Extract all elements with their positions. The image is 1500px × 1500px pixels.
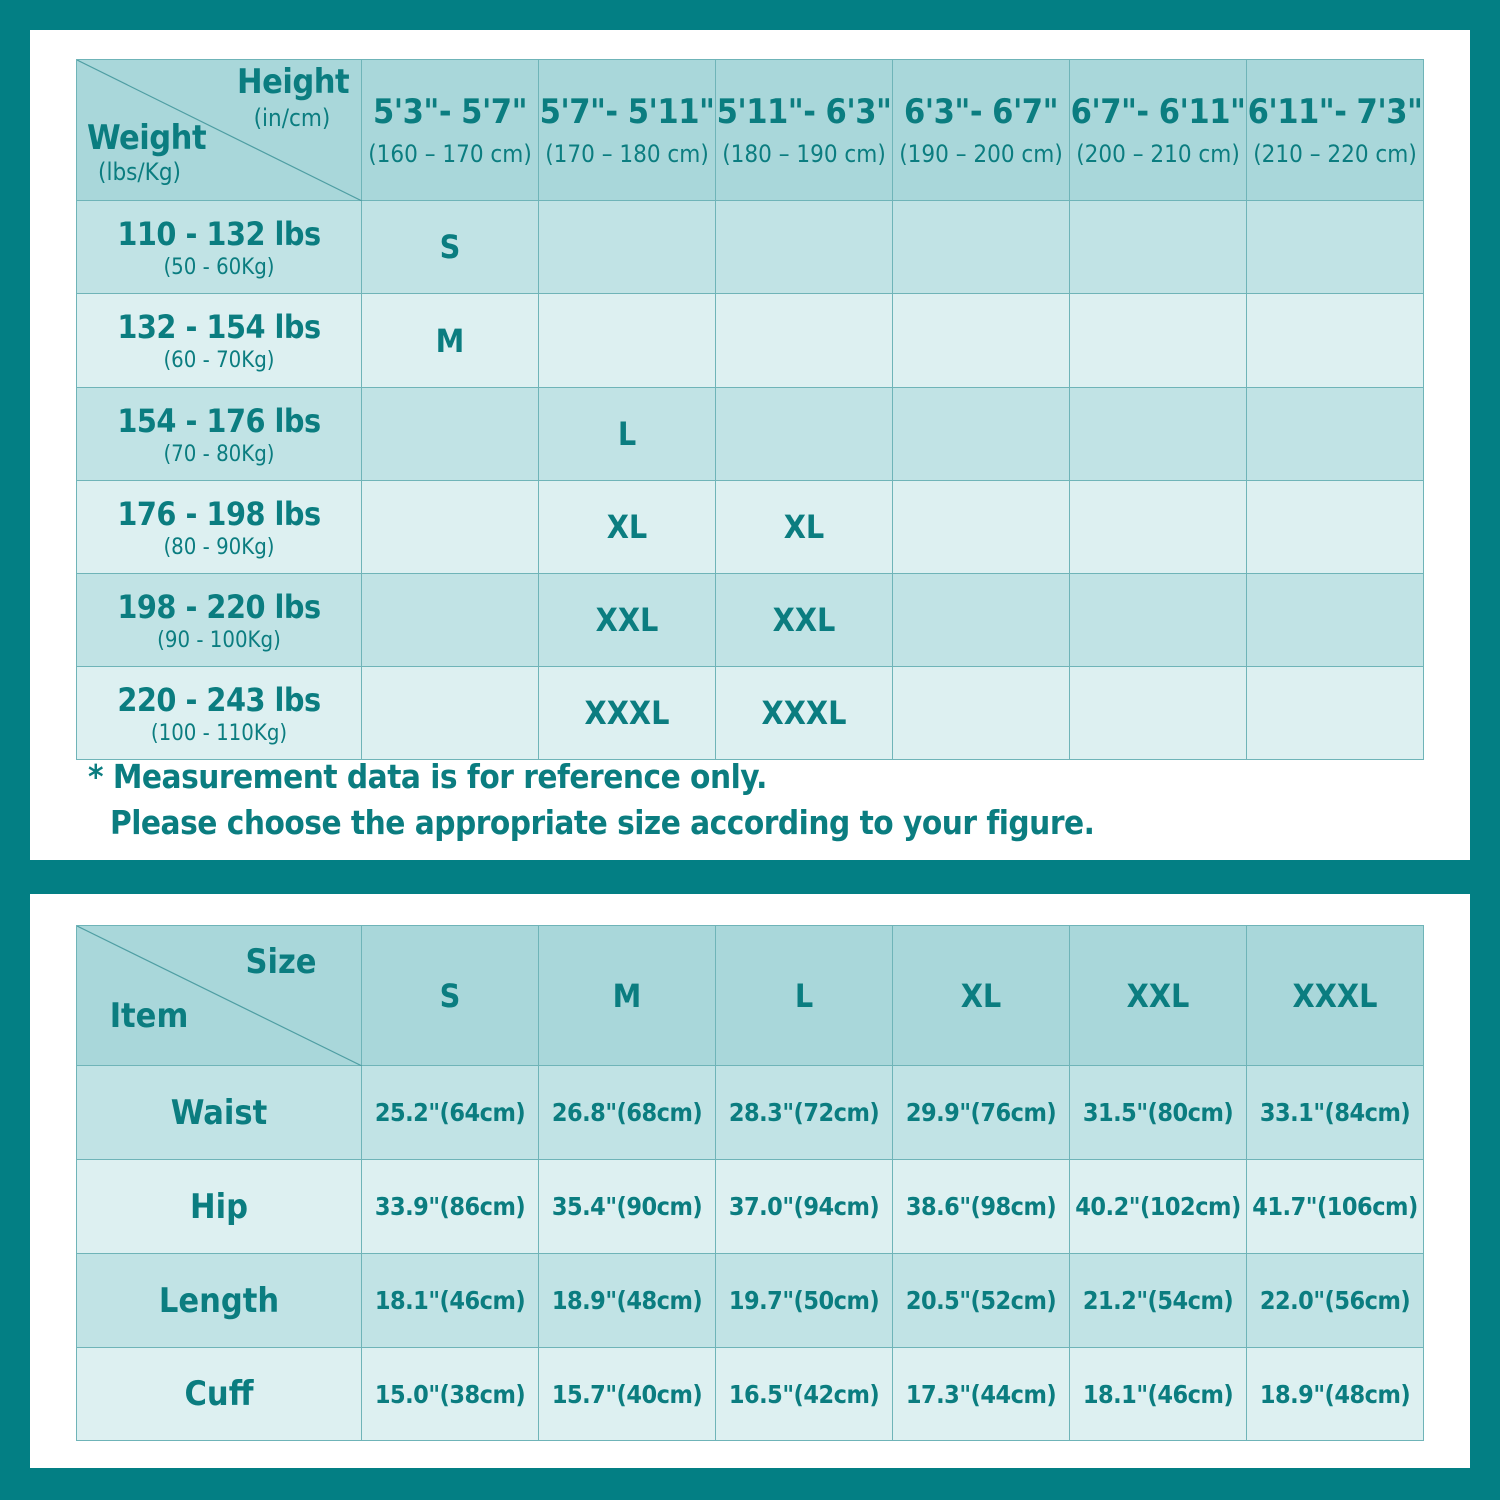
size-column-header: XXXL [1247, 926, 1424, 1066]
reference-note-line-1: * Measurement data is for reference only. [88, 757, 767, 796]
size-column-header: XL [893, 926, 1070, 1066]
weight-range-lbs: 176 - 198 lbs [117, 494, 321, 533]
weight-range-cell [77, 294, 362, 388]
height-range-in: 6'11"- 7'3" [1247, 92, 1423, 132]
size-cell [716, 294, 893, 388]
height-range-in: 6'3"- 6'7" [903, 92, 1059, 132]
height-range-cm: (190 – 200 cm) [899, 140, 1063, 168]
weight-range-kg: (80 - 90Kg) [163, 534, 275, 560]
item-label: Item [109, 996, 189, 1036]
size-by-height-weight-panel [30, 30, 1470, 860]
weight-unit: (lbs/Kg) [98, 158, 181, 187]
size-cell [362, 667, 539, 760]
size-cell [1247, 201, 1424, 294]
size-header-row [77, 926, 1424, 1066]
item-name: Waist [77, 1066, 362, 1160]
size-cell [362, 574, 539, 667]
weight-range-kg: (60 - 70Kg) [163, 348, 275, 373]
measurement-cell: 19.7"(50cm) [716, 1254, 893, 1348]
size-cell [893, 201, 1070, 294]
measurement-cell: 37.0"(94cm) [716, 1160, 893, 1254]
size-cell [893, 481, 1070, 574]
measurement-cell: 21.2"(54cm) [1070, 1254, 1247, 1348]
measurement-row [77, 1066, 1424, 1160]
size-column-header: M [539, 926, 716, 1066]
measurement-cell: 26.8"(68cm) [539, 1066, 716, 1160]
size-cell: M [362, 294, 539, 388]
reference-note-line-2: Please choose the appropriate size according to your figure. [110, 803, 1095, 842]
height-range-cm: (200 – 210 cm) [1076, 140, 1240, 168]
size-cell: XXL [716, 574, 893, 667]
size-cell [1247, 481, 1424, 574]
measurement-cell: 20.5"(52cm) [893, 1254, 1070, 1348]
size-cell [893, 667, 1070, 760]
size-cell: XXXL [539, 667, 716, 760]
height-range-in: 5'11"- 6'3" [716, 92, 892, 132]
size-cell [1070, 667, 1247, 760]
weight-range-kg: (90 - 100Kg) [157, 627, 281, 653]
height-label: Height [237, 62, 350, 102]
measurement-cell: 35.4"(90cm) [539, 1160, 716, 1254]
weight-range-cell [77, 481, 362, 574]
measurement-cell: 33.9"(86cm) [362, 1160, 539, 1254]
item-name: Hip [77, 1160, 362, 1254]
size-cell [539, 201, 716, 294]
size-cell: XL [716, 481, 893, 574]
size-cell: XXXL [716, 667, 893, 760]
measurement-cell: 28.3"(72cm) [716, 1066, 893, 1160]
height-header-row [77, 60, 1424, 201]
measurement-row [77, 1348, 1424, 1441]
measurement-cell: 33.1"(84cm) [1247, 1066, 1424, 1160]
height-column-header [716, 60, 893, 201]
weight-range-cell [77, 201, 362, 294]
measurement-cell: 18.9"(48cm) [539, 1254, 716, 1348]
measurement-cell: 31.5"(80cm) [1070, 1066, 1247, 1160]
size-cell [893, 294, 1070, 388]
size-cell [716, 388, 893, 481]
reference-note [88, 754, 1094, 846]
weight-range-kg: (100 - 110Kg) [150, 720, 288, 746]
height-range-in: 6'7"- 6'11" [1070, 92, 1246, 132]
height-range-cm: (210 – 220 cm) [1253, 140, 1417, 168]
height-unit: (in/cm) [253, 104, 331, 133]
weight-range-cell [77, 388, 362, 481]
height-column-header [539, 60, 716, 201]
height-column-header [1070, 60, 1247, 201]
weight-row [77, 388, 1424, 481]
weight-range-cell [77, 574, 362, 667]
weight-label: Weight [87, 118, 207, 158]
weight-range-cell [77, 667, 362, 760]
size-cell [893, 574, 1070, 667]
measurement-panel [30, 894, 1470, 1468]
measurement-row [77, 1160, 1424, 1254]
height-range-cm: (160 – 170 cm) [368, 140, 532, 168]
size-cell [1070, 388, 1247, 481]
height-column-header [1247, 60, 1424, 201]
size-cell [1247, 388, 1424, 481]
weight-row [77, 574, 1424, 667]
size-cell [1070, 574, 1247, 667]
item-name: Length [77, 1254, 362, 1348]
weight-range-lbs: 110 - 132 lbs [117, 214, 321, 253]
weight-range-lbs: 220 - 243 lbs [117, 680, 321, 719]
measurement-cell: 15.7"(40cm) [539, 1348, 716, 1441]
measurement-cell: 38.6"(98cm) [893, 1160, 1070, 1254]
size-item-corner-cell [77, 926, 362, 1066]
height-range-in: 5'7"- 5'11" [539, 92, 715, 132]
size-cell: XXL [539, 574, 716, 667]
weight-row [77, 481, 1424, 574]
weight-row [77, 201, 1424, 294]
size-cell: L [539, 388, 716, 481]
weight-row [77, 667, 1424, 760]
size-cell [1247, 667, 1424, 760]
item-name: Cuff [77, 1348, 362, 1441]
measurement-cell: 41.7"(106cm) [1247, 1160, 1424, 1254]
size-label: Size [245, 942, 317, 982]
measurement-cell: 18.1"(46cm) [1070, 1348, 1247, 1441]
size-cell [1247, 574, 1424, 667]
measurement-row [77, 1254, 1424, 1348]
weight-range-lbs: 154 - 176 lbs [117, 401, 321, 440]
weight-row [77, 294, 1424, 388]
height-range-cm: (180 – 190 cm) [722, 140, 886, 168]
height-column-header [893, 60, 1070, 201]
weight-range-lbs: 198 - 220 lbs [117, 587, 321, 626]
size-cell [1070, 201, 1247, 294]
measurement-cell: 22.0"(56cm) [1247, 1254, 1424, 1348]
weight-range-kg: (70 - 80Kg) [163, 441, 275, 467]
measurement-cell: 18.1"(46cm) [362, 1254, 539, 1348]
height-range-in: 5'3"- 5'7" [372, 92, 528, 132]
size-cell [362, 481, 539, 574]
measurement-cell: 18.9"(48cm) [1247, 1348, 1424, 1441]
height-range-cm: (170 – 180 cm) [545, 140, 709, 168]
height-weight-corner-cell [77, 60, 362, 201]
weight-range-kg: (50 - 60Kg) [163, 254, 275, 280]
weight-range-lbs: 132 - 154 lbs [117, 308, 321, 346]
size-measurement-table [76, 925, 1424, 1441]
measurement-cell: 15.0"(38cm) [362, 1348, 539, 1441]
size-cell [1247, 294, 1424, 388]
measurement-cell: 40.2"(102cm) [1070, 1160, 1247, 1254]
size-cell [716, 201, 893, 294]
size-column-header: S [362, 926, 539, 1066]
measurement-cell: 25.2"(64cm) [362, 1066, 539, 1160]
size-cell [893, 388, 1070, 481]
size-cell [1070, 294, 1247, 388]
size-cell [539, 294, 716, 388]
size-column-header: L [716, 926, 893, 1066]
measurement-cell: 29.9"(76cm) [893, 1066, 1070, 1160]
size-column-header: XXL [1070, 926, 1247, 1066]
measurement-cell: 16.5"(42cm) [716, 1348, 893, 1441]
size-cell [1070, 481, 1247, 574]
measurement-cell: 17.3"(44cm) [893, 1348, 1070, 1441]
size-cell [362, 388, 539, 481]
height-column-header [362, 60, 539, 201]
size-cell: S [362, 201, 539, 294]
height-weight-size-table [76, 59, 1424, 760]
size-cell: XL [539, 481, 716, 574]
